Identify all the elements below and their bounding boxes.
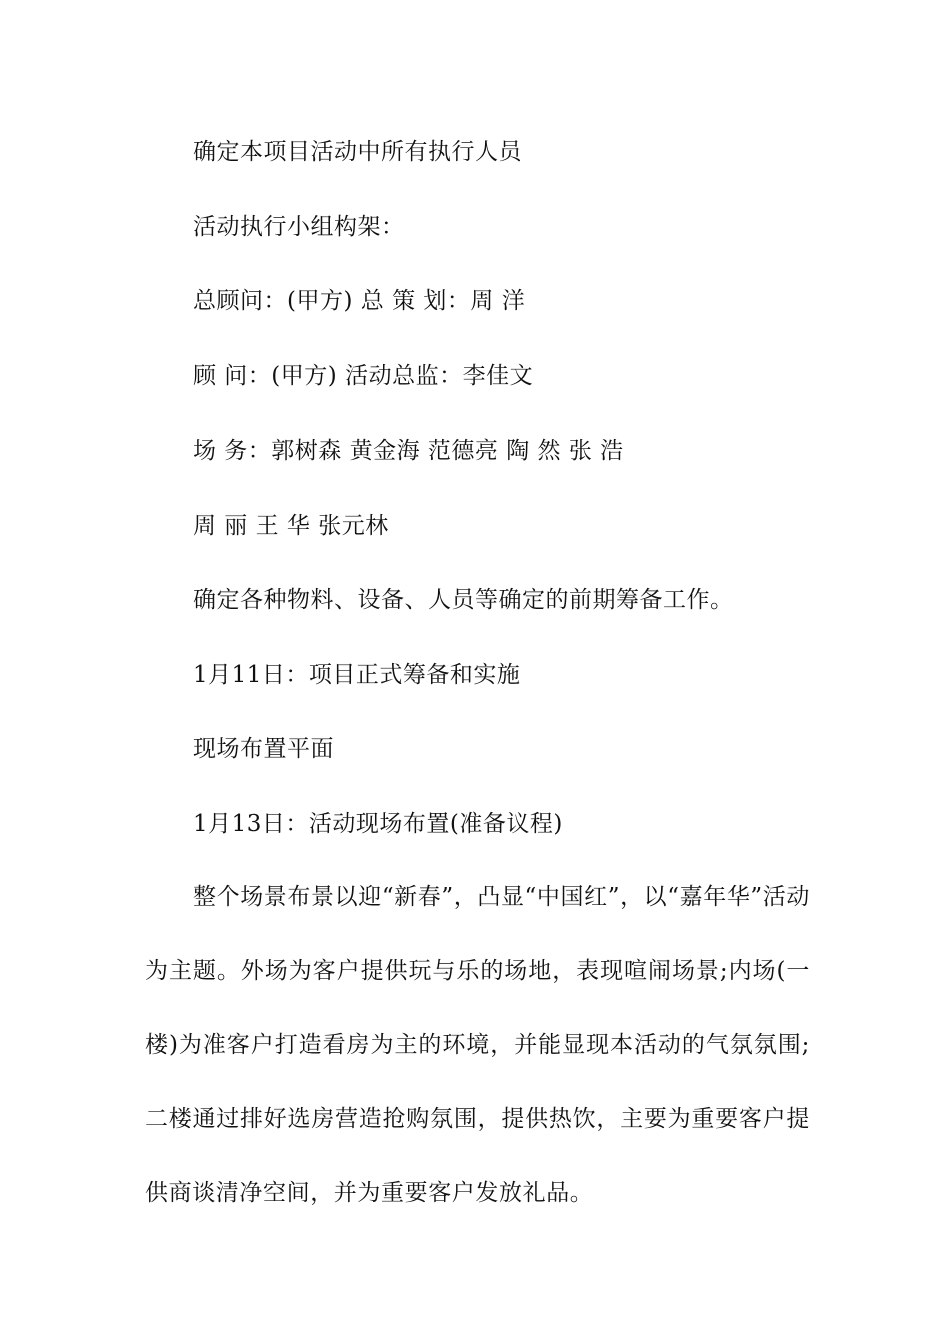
text-line-executors: 确定本项目活动中所有执行人员 (193, 139, 522, 165)
text-line-chief-advisor: 总顾问：(甲方) 总 策 划：周 洋 (193, 288, 526, 314)
text-line-field-staff: 场 务：郭树森 黄金海 范德亮 陶 然 张 浩 (193, 438, 624, 464)
body-paragraph-scene-description: 整个场景布景以迎“新春”，凸显“中国红”，以“嘉年华”活动为主题。外场为客户提供玩与乐的场地，表现喧闹场景;内场(一楼)为准客户打造看房为主的环境，并能显现本活动的气氛氛围;二楼通过排好选房营造抢购氛围，提供热饮，主要为重要客户提供商谈清净空间，并为重要客户发放礼品。 (145, 884, 810, 1206)
text-line-jan-11: 1月11日：项目正式筹备和实施 (193, 662, 521, 688)
text-line-field-staff-continued: 周 丽 王 华 张元林 (193, 513, 389, 539)
text-line-advisor: 顾 问：(甲方) 活动总监：李佳文 (193, 363, 534, 389)
text-line-team-structure: 活动执行小组构架： (193, 214, 405, 240)
text-line-site-layout: 现场布置平面 (193, 736, 334, 762)
text-line-jan-13: 1月13日：活动现场布置(准备议程) (193, 811, 563, 837)
text-line-preparation: 确定各种物料、设备、人员等确定的前期筹备工作。 (193, 587, 734, 613)
